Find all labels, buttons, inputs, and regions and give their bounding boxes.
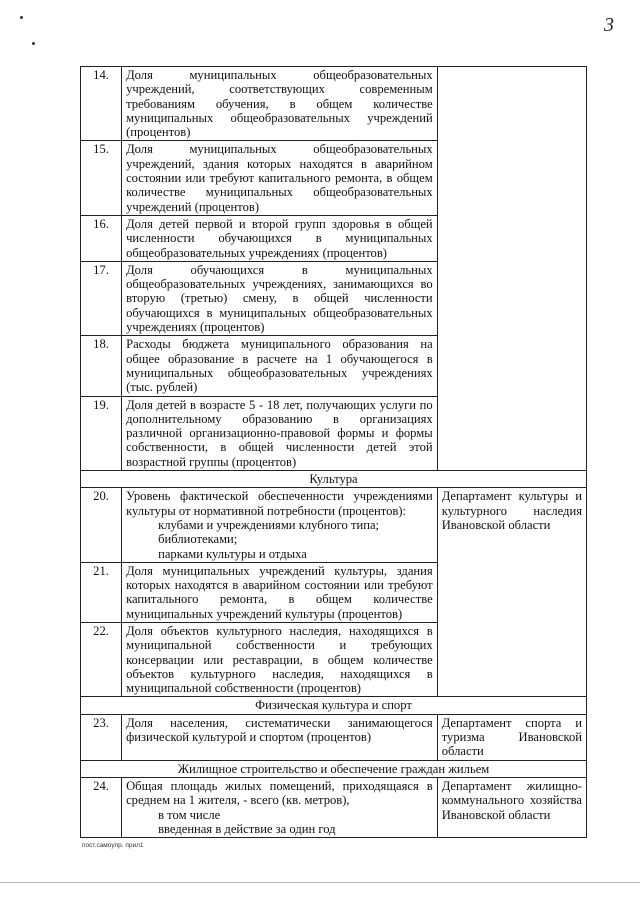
responsible-department: Департамент жилищно-коммунального хозяйства Ивановской области [437, 777, 586, 837]
section-row-sport [81, 697, 587, 714]
table-row [81, 714, 587, 760]
indicator-text: Доля муниципальных учреждений культуры, здания которых находятся в аварийном состоянии или требуют капитального ремонта, в общем количестве муниципальных учреждений культуры (процентов) [122, 562, 438, 622]
row-number: 19. [81, 396, 122, 470]
indicator-text: Доля детей в возрасте 5 - 18 лет, получающих услуги по дополнительному образованию в организациях различной организационно-правовой формы и формы собственности, в общей численности детей этой возрастной группы (процентов) [122, 396, 438, 470]
indicator-subitem: парками культуры и отдыха [158, 546, 307, 561]
table-row [81, 488, 587, 562]
indicator-subitem: библиотеками; [158, 532, 238, 547]
row-number: 17. [81, 261, 122, 335]
section-row-housing [81, 760, 587, 777]
responsible-department: Департамент спорта и туризма Ивановской области [437, 714, 586, 760]
row-number: 22. [81, 622, 122, 696]
responsible-department: Департамент культуры и культурного наследия Ивановской области [437, 488, 586, 697]
indicator-text: Доля муниципальных общеобразовательных учреждений, здания которых находятся в аварийном состоянии или требуют капитального ремонта, в общем количестве муниципальных общеобразовательных учреждений (процентов) [122, 141, 438, 215]
row-number: 21. [81, 562, 122, 622]
scan-edge-line [0, 882, 640, 883]
row-number: 18. [81, 336, 122, 396]
responsible-cell [437, 67, 586, 471]
footer-code: пост.самоупр. прил1 [82, 842, 144, 849]
indicator-text: Доля объектов культурного наследия, находящихся в муниципальной собственности и требующих консервации или реставрации, в общем количестве объектов культурного наследия, находящихся в муниципальной собственности (процентов) [122, 622, 438, 696]
indicator-text [122, 777, 438, 837]
indicator-text: Доля обучающихся в муниципальных общеобразовательных учреждениях, занимающихся во вторую (третью) смену, в общей численности обучающихся в муниципальных общеобразовательных учреждениях (процентов) [122, 261, 438, 335]
row-number: 23. [81, 714, 122, 760]
indicators-table [80, 66, 587, 838]
indicator-subitem: в том числе [158, 807, 221, 822]
indicator-text: Доля муниципальных общеобразовательных учреждений, соответствующих современным требованиям обучения, в общем количестве муниципальных общеобразовательных учреждений (процентов) [122, 67, 438, 141]
row-number: 16. [81, 215, 122, 261]
section-row-culture [81, 471, 587, 488]
page-number: 3 [604, 14, 614, 36]
row-number: 15. [81, 141, 122, 215]
indicator-text [122, 488, 438, 562]
row-number: 24. [81, 777, 122, 837]
indicator-text: Доля детей первой и второй групп здоровья в общей численности обучающихся в муниципальных общеобразовательных учреждениях (процентов) [122, 215, 438, 261]
row-number: 20. [81, 488, 122, 562]
table-row [81, 67, 587, 141]
indicator-main-text: Общая площадь жилых помещений, приходящаяся в среднем на 1 жителя, - всего (кв. метров), [126, 778, 433, 808]
indicator-subitem: клубами и учреждениями клубного типа; [158, 517, 380, 532]
scan-speck [20, 16, 23, 19]
scan-speck [32, 42, 35, 45]
section-heading: Жилищное строительство и обеспечение граждан жильем [81, 760, 587, 777]
indicator-text: Доля населения, систематически занимающегося физической культурой и спортом (процентов) [122, 714, 438, 760]
section-heading: Культура [81, 471, 587, 488]
indicator-main-text: Уровень фактической обеспеченности учреждениями культуры от нормативной потребности (процентов): [126, 489, 433, 518]
table-row [81, 777, 587, 837]
row-number: 14. [81, 67, 122, 141]
indicator-subitem: введенная в действие за один год [158, 821, 336, 836]
section-heading: Физическая культура и спорт [81, 697, 587, 714]
indicator-text: Расходы бюджета муниципального образования на общее образование в расчете на 1 обучающегося в муниципальных общеобразовательных учреждениях (тыс. рублей) [122, 336, 438, 396]
